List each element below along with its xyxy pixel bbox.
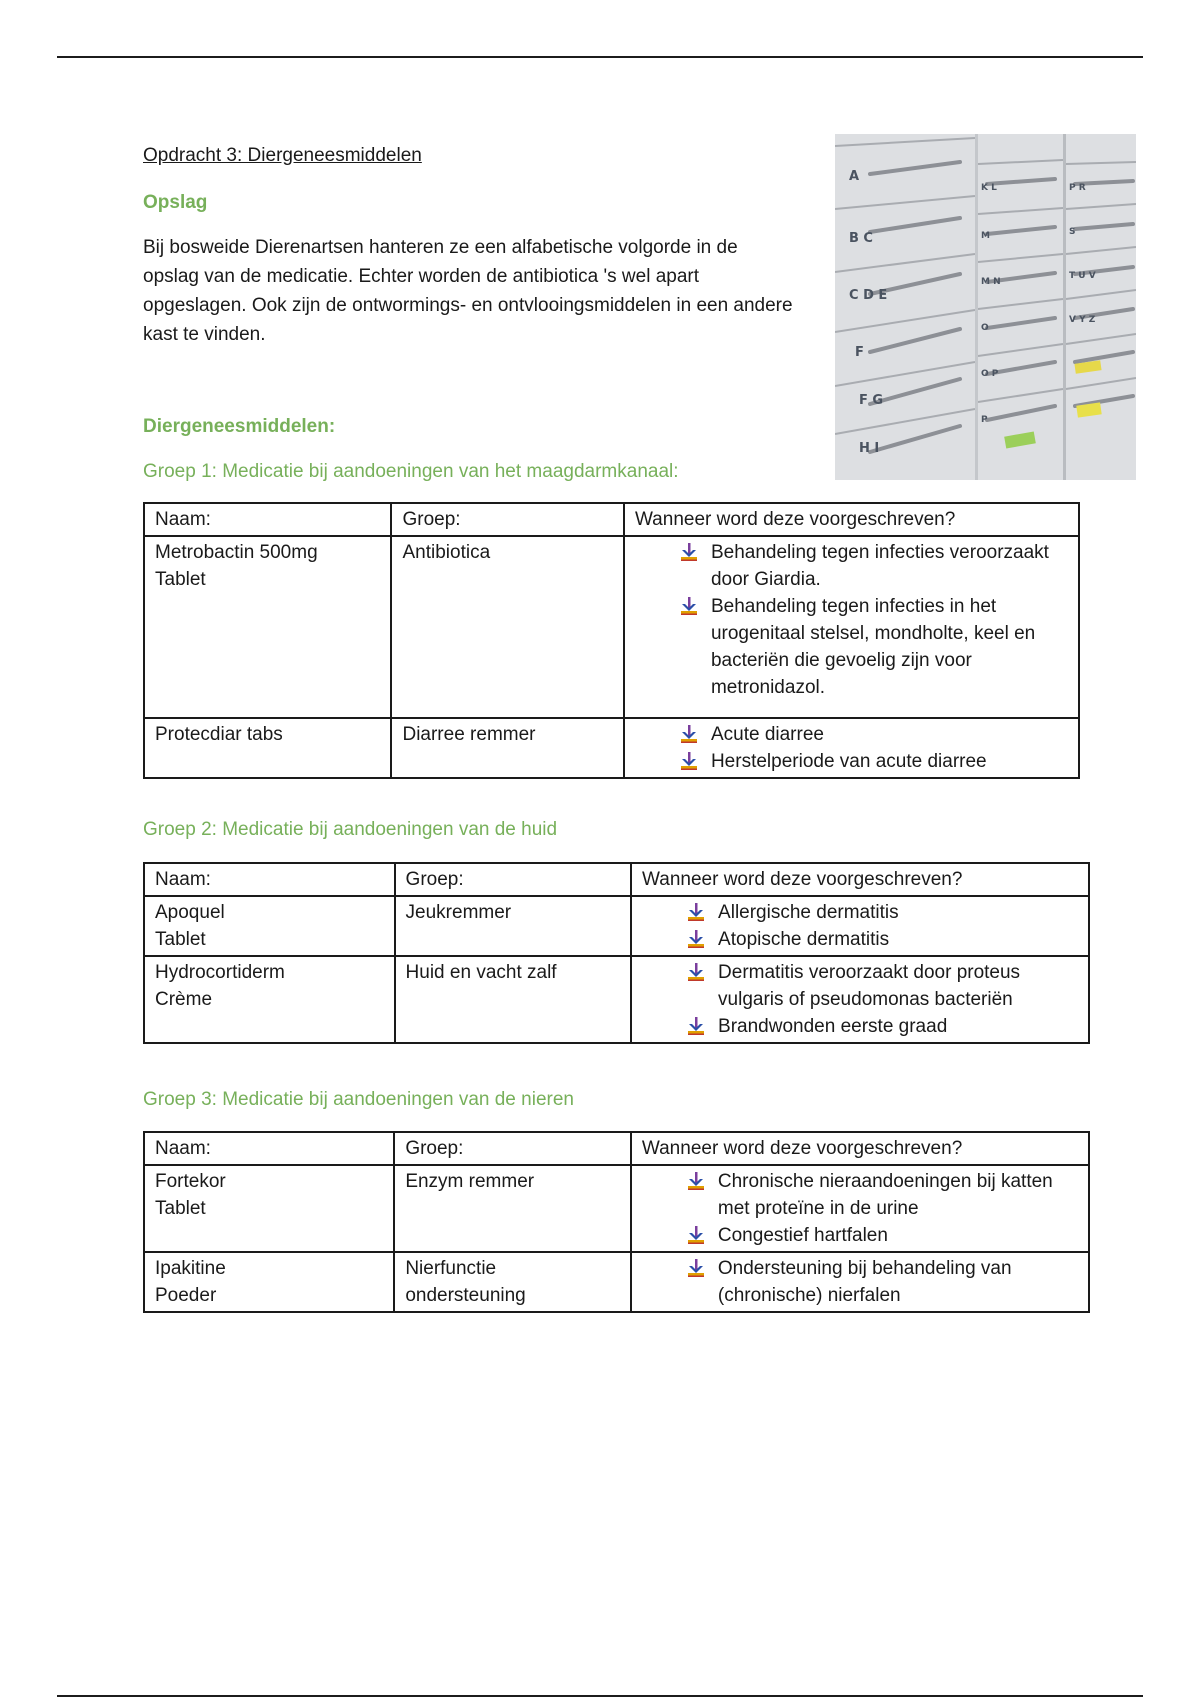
drawer-label: B C [849, 231, 873, 246]
medicine-name-line: Fortekor [155, 1171, 226, 1192]
drawer-label: A [849, 169, 860, 184]
header-when: Wanneer word deze voorgeschreven? [631, 1132, 1089, 1165]
group2-heading: Groep 2: Medicatie bij aandoeningen van de huid [143, 819, 558, 840]
medicine-uses [631, 956, 1089, 1043]
arrow-bullet-icon [686, 929, 706, 949]
cabinet-photo [835, 134, 1136, 480]
drawer-label: F [855, 345, 864, 360]
medicine-group: Diarree remmer [391, 718, 623, 778]
table-row [144, 1252, 1089, 1312]
header-when: Wanneer word deze voorgeschreven? [624, 503, 1079, 536]
medicine-name [144, 956, 395, 1043]
medicine-name [144, 1252, 394, 1312]
arrow-bullet-icon [686, 902, 706, 922]
medicine-name [144, 718, 391, 778]
arrow-bullet-icon [679, 596, 699, 616]
header-name: Naam: [144, 1132, 394, 1165]
drawer-label: H I [859, 441, 880, 456]
group3-table [143, 1131, 1090, 1313]
medicine-uses [624, 536, 1079, 718]
medicine-form-line: Tablet [155, 929, 206, 950]
medicine-group: Nierfunctie ondersteuning [394, 1252, 631, 1312]
list-item: Chronische nieraandoeningen bij katten met proteïne in de urine [682, 1168, 1078, 1222]
table-header-row [144, 863, 1089, 896]
medicine-name-line: Metrobactin 500mg [155, 542, 318, 563]
medicine-name [144, 896, 395, 956]
assignment-title: Opdracht 3: Diergeneesmiddelen [143, 145, 422, 166]
group1-table [143, 502, 1080, 779]
drawer-label: F G [859, 393, 884, 408]
medicine-name [144, 536, 391, 718]
header-name: Naam: [144, 503, 391, 536]
storage-heading: Opslag [143, 192, 208, 213]
arrow-bullet-icon [686, 962, 706, 982]
header-name: Naam: [144, 863, 395, 896]
table-row [144, 536, 1079, 718]
list-item: Dermatitis veroorzaakt door proteus vulgaris of pseudomonas bacteriën [682, 959, 1078, 1013]
medicine-name [144, 1165, 394, 1252]
arrow-bullet-icon [686, 1225, 706, 1245]
header-group: Groep: [395, 863, 632, 896]
header-group: Groep: [394, 1132, 631, 1165]
medicine-name-line: Apoquel [155, 902, 225, 923]
group2-table [143, 862, 1090, 1044]
list-item: Acute diarree [675, 721, 1068, 748]
header-when: Wanneer word deze voorgeschreven? [631, 863, 1089, 896]
drawer-label: M [981, 231, 990, 241]
list-item: Atopische dermatitis [682, 926, 1078, 953]
arrow-bullet-icon [686, 1016, 706, 1036]
group1-heading: Groep 1: Medicatie bij aandoeningen van het maagdarmkanaal: [143, 461, 679, 482]
table-header-row [144, 1132, 1089, 1165]
arrow-bullet-icon [679, 751, 699, 771]
header-group: Groep: [391, 503, 623, 536]
medicine-uses [631, 1252, 1089, 1312]
medicine-name-line: Ipakitine [155, 1258, 226, 1279]
medicine-form-line: Crème [155, 989, 213, 1010]
drawer-label: O [981, 323, 989, 333]
medicine-group: Jeukremmer [395, 896, 632, 956]
drawer-label: O P [981, 369, 999, 379]
table-row [144, 956, 1089, 1043]
bottom-rule [57, 1695, 1143, 1697]
medicine-group: Enzym remmer [394, 1165, 631, 1252]
drawer-label: V Y Z [1069, 315, 1096, 325]
drawer-label: P R [1069, 183, 1086, 193]
arrow-bullet-icon [679, 542, 699, 562]
drawer-label: M N [981, 277, 1001, 287]
drawer-label: C D E [849, 288, 888, 303]
medicines-heading: Diergeneesmiddelen: [143, 416, 336, 437]
list-item: Ondersteuning bij behandeling van (chronische) nierfalen [682, 1255, 1078, 1309]
medicine-uses [624, 718, 1079, 778]
list-item: Congestief hartfalen [682, 1222, 1078, 1249]
group3-heading: Groep 3: Medicatie bij aandoeningen van de nieren [143, 1089, 574, 1110]
table-row [144, 896, 1089, 956]
storage-paragraph: Bij bosweide Dierenartsen hanteren ze een alfabetische volgorde in de opslag van de medicatie. Echter worden de antibiotica 's wel apart opgeslagen. Ook zijn de ontwormings- en ontvlooingsmiddelen in een andere kast te vinden. [143, 237, 793, 345]
list-item: Behandeling tegen infecties veroorzaakt door Giardia. [675, 539, 1068, 593]
list-item: Behandeling tegen infecties in het urogenitaal stelsel, mondholte, keel en bacteriën die gevoelig zijn voor metronidazol. [675, 593, 1068, 701]
medicine-name-line: Hydrocortiderm [155, 962, 285, 983]
medicine-form-line: Tablet [155, 569, 206, 590]
table-row [144, 1165, 1089, 1252]
arrow-bullet-icon [686, 1258, 706, 1278]
medicine-group: Huid en vacht zalf [395, 956, 632, 1043]
drawer-label: P [981, 415, 988, 425]
medicine-name-line: Protecdiar tabs [155, 724, 283, 745]
arrow-bullet-icon [679, 724, 699, 744]
drawer-label: S [1069, 227, 1076, 237]
list-item: Allergische dermatitis [682, 899, 1078, 926]
list-item: Brandwonden eerste graad [682, 1013, 1078, 1040]
table-header-row [144, 503, 1079, 536]
drawer-label: T U V [1069, 271, 1096, 281]
arrow-bullet-icon [686, 1171, 706, 1191]
medicine-form-line: Poeder [155, 1285, 217, 1306]
medicine-group: Antibiotica [391, 536, 623, 718]
list-item: Herstelperiode van acute diarree [675, 748, 1068, 775]
medicine-uses [631, 896, 1089, 956]
table-row [144, 718, 1079, 778]
top-rule [57, 56, 1143, 58]
medicine-form-line: Tablet [155, 1198, 206, 1219]
medicine-uses [631, 1165, 1089, 1252]
drawer-label: K L [981, 183, 997, 193]
